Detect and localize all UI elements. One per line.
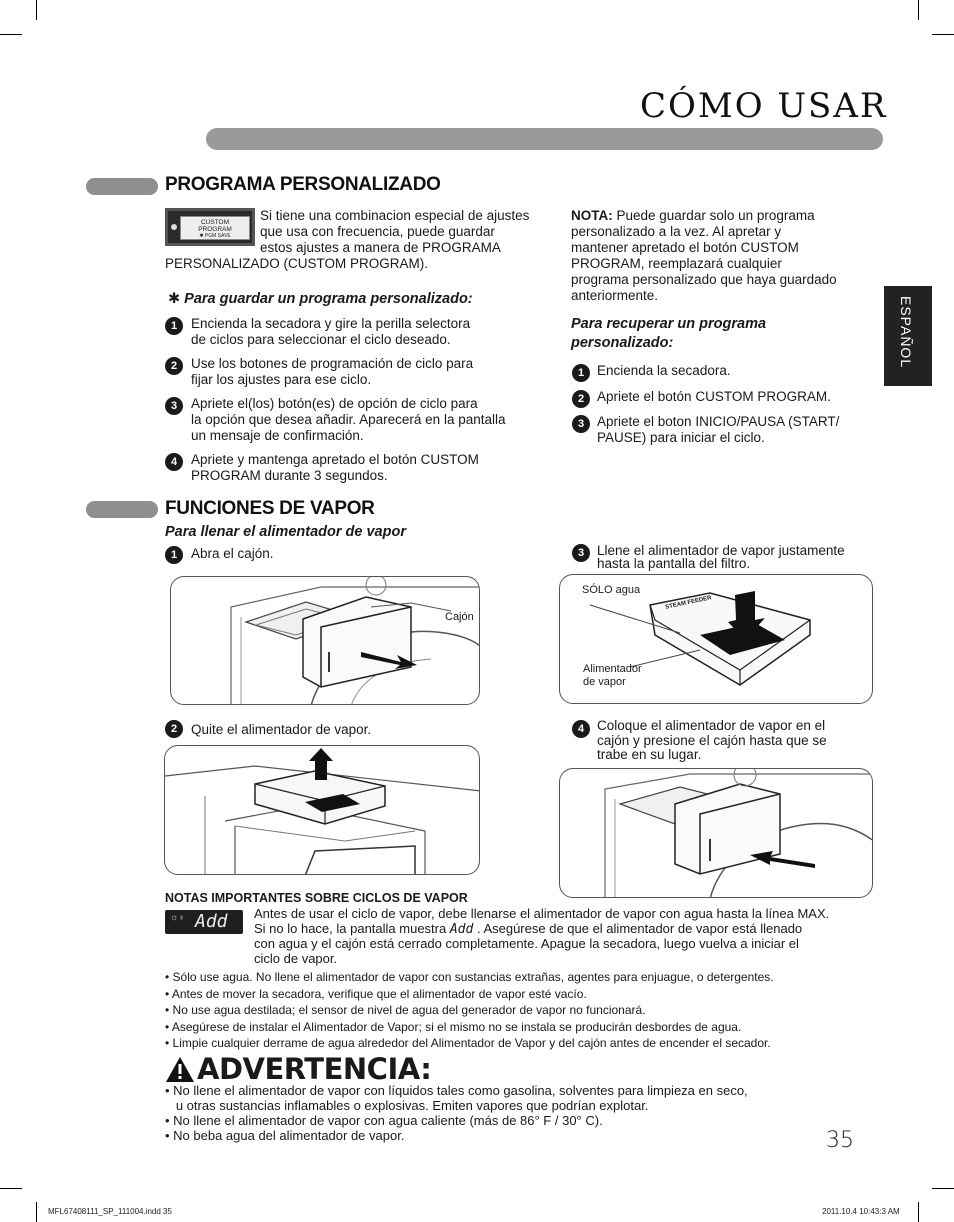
crop-mark	[932, 1188, 954, 1189]
steam-step-text: Abra el cajón.	[191, 546, 274, 561]
drawer-label: Cajón	[445, 611, 474, 623]
warning-title: ADVERTENCIA:	[197, 1052, 432, 1086]
crop-mark	[0, 1188, 22, 1189]
step-number: 1	[572, 364, 590, 382]
warning-bullet: • No beba agua del alimentador de vapor.	[165, 1128, 405, 1143]
page-number: 35	[826, 1128, 854, 1153]
save-step-text	[191, 356, 473, 388]
intro-text	[260, 208, 529, 256]
step-line: Use los botones de programación de ciclo para	[191, 356, 474, 371]
notes-paragraph	[254, 907, 829, 966]
step-number: 2	[165, 720, 183, 738]
step-number: 1	[165, 317, 183, 335]
notes-line: con agua y el cajón está cerrado completamente. Apague la secadora, luego vuelva a iniciar el	[254, 936, 799, 951]
feeder-brand-text: STEAM FEEDER	[664, 595, 713, 611]
steam-step-text: Quite el alimentador de vapor.	[191, 722, 372, 737]
section-heading-custom-program: PROGRAMA PERSONALIZADO	[165, 174, 441, 195]
save-step-text	[191, 316, 470, 348]
open-drawer-illustration	[170, 576, 480, 705]
steam-step-text	[597, 544, 845, 570]
step-number: 3	[165, 397, 183, 415]
note-line: personalizado a la vez. Al apretar y	[571, 224, 782, 239]
step-number: 3	[572, 415, 590, 433]
step-line: PAUSE) para iniciar el ciclo.	[597, 430, 765, 445]
step-line: hasta la pantalla del filtro.	[597, 556, 751, 571]
notes-line: Si no lo hace, la pantalla muestra	[254, 920, 450, 936]
notes-title: NOTAS IMPORTANTES SOBRE CICLOS DE VAPOR	[165, 891, 468, 905]
crop-mark	[36, 0, 37, 20]
notes-line: ciclo de vapor.	[254, 950, 338, 966]
feeder-label-line: de vapor	[583, 676, 626, 688]
panel-line: CUSTOM	[200, 219, 230, 226]
crop-mark	[918, 0, 919, 20]
note-label: NOTA:	[571, 208, 613, 223]
warning-bullet: • No llene el alimentador de vapor con agua caliente (más de 86° F / 30° C).	[165, 1113, 603, 1128]
footer-file-name: MFL67408111_SP_111004.indd 35	[48, 1207, 172, 1216]
note-line: PROGRAM, reemplazará cualquier	[571, 256, 782, 271]
notes-bullet: • Limpie cualquier derrame de agua alrededor del Alimentador de Vapor y del cajón antes de encender el secador.	[165, 1036, 771, 1050]
note-line: programa personalizado que haya guardado	[571, 272, 837, 287]
notes-bullet: • Asegúrese de instalar el Alimentador de Vapor; si el mismo no se instala se producirán desbordes de agua.	[165, 1019, 742, 1034]
save-step-text	[191, 396, 506, 444]
notes-line: . Asegúrese de que el alimentador de vapor está llenado	[473, 920, 803, 936]
steam-subheading: Para llenar el alimentador de vapor	[165, 524, 406, 540]
indicator-dot-icon	[171, 224, 177, 230]
step-line: Apriete el(los) botón(es) de opción de ciclo para	[191, 396, 478, 411]
note-line: mantener apretado el botón CUSTOM	[571, 240, 799, 255]
recall-step-text	[597, 414, 839, 446]
water-only-label: SÓLO agua	[582, 584, 641, 596]
step-line: Llene el alimentador de vapor justamente	[597, 543, 845, 558]
step-number: 1	[165, 546, 183, 564]
panel-label	[180, 216, 250, 240]
language-tab-label: ESPAÑOL	[898, 296, 914, 369]
language-tab	[884, 286, 932, 386]
recall-title-line: personalizado:	[571, 335, 674, 351]
crop-mark	[932, 34, 954, 35]
notes-line: Antes de usar el ciclo de vapor, debe llenarse el alimentador de vapor con agua hasta la línea MAX.	[254, 906, 830, 921]
recall-step-text: Encienda la secadora.	[597, 363, 731, 378]
feeder-removal-drawing	[165, 746, 480, 875]
step-line: la opción que desea añadir. Aparecerá en la pantalla	[191, 412, 506, 427]
warning-bullet: u otras sustancias inflamables o explosivas. Emiten vapores que podrían explotar.	[165, 1098, 649, 1113]
steam-step-text	[597, 719, 827, 763]
notes-bullet: • Antes de mover la secadora, verifique que el alimentador de vapor esté vacío.	[165, 986, 587, 1001]
insert-feeder-illustration	[559, 768, 873, 898]
save-title: ✱ Para guardar un programa personalizado:	[168, 291, 473, 307]
step-line: Apriete el boton INICIO/PAUSA (START/	[597, 414, 840, 429]
step-line: de ciclos para seleccionar el ciclo deseado.	[191, 332, 451, 347]
intro-line: estos ajustes a manera de PROGRAMA	[260, 240, 501, 255]
recall-step-text: Apriete el botón CUSTOM PROGRAM.	[597, 389, 831, 404]
panel-line: PROGRAM	[198, 226, 232, 233]
intro-line: que usa con frecuencia, puede guardar	[260, 224, 495, 239]
note-line: Puede guardar solo un programa	[612, 208, 815, 223]
step-number: 4	[165, 453, 183, 471]
feeder-label	[583, 663, 642, 689]
page-title: CÓMO USAR	[640, 86, 888, 126]
crop-mark	[36, 1202, 37, 1222]
panel-line: ✱ PGM SAVE	[199, 233, 231, 239]
note-text	[571, 208, 837, 304]
step-line: Apriete y mantenga apretado el botón CUSTOM	[191, 452, 479, 467]
step-line: cajón y presione el cajón hasta que se	[597, 732, 827, 748]
section-heading-steam: FUNCIONES DE VAPOR	[165, 498, 375, 519]
inline-display-code: Add	[449, 921, 474, 937]
display-add-illustration	[165, 910, 243, 934]
step-line: trabe en su lugar.	[597, 747, 702, 762]
header-bar	[206, 128, 883, 150]
note-line: anteriormente.	[571, 288, 659, 303]
crop-mark	[918, 1202, 919, 1222]
warning-bullets	[165, 1083, 748, 1143]
notes-bullets	[165, 969, 774, 1052]
footer-timestamp: 2011.10.4 10:43:3 AM	[822, 1207, 900, 1216]
warning-bullet: • No llene el alimentador de vapor con líquidos tales como gasolina, solventes para limpieza en seco,	[165, 1083, 748, 1098]
crop-mark	[0, 34, 22, 35]
display-status-icon: ☼♁	[170, 912, 185, 922]
feeder-insert-drawing	[560, 769, 873, 898]
recall-title-line: Para recuperar un programa	[571, 316, 767, 332]
step-line: un mensaje de confirmación.	[191, 428, 364, 443]
step-line: fijar los ajustes para ese ciclo.	[191, 372, 372, 387]
step-number: 3	[572, 544, 590, 562]
custom-program-panel-illustration	[165, 208, 255, 246]
section-pill	[86, 501, 158, 518]
notes-bullet: • Sólo use agua. No llene el alimentador de vapor con sustancias extrañas, agentes para enjuague, o detergentes.	[165, 970, 774, 984]
step-line: Encienda la secadora y gire la perilla selectora	[191, 316, 471, 331]
display-code: Add	[195, 911, 228, 932]
step-number: 2	[165, 357, 183, 375]
intro-line: Si tiene una combinacion especial de ajustes	[260, 208, 530, 223]
section-pill	[86, 178, 158, 195]
step-number: 4	[572, 720, 590, 738]
step-line: PROGRAM durante 3 segundos.	[191, 468, 388, 483]
save-step-text	[191, 452, 479, 484]
notes-bullet: • No use agua destilada; el sensor de nivel de agua del generador de vapor no funcionará.	[165, 1003, 646, 1017]
step-line: Coloque el alimentador de vapor en el	[597, 718, 826, 733]
feeder-label-line: Alimentador	[583, 663, 642, 675]
dryer-drawer-drawing	[171, 577, 480, 705]
recall-title	[571, 315, 766, 353]
remove-feeder-illustration	[164, 745, 480, 875]
intro-line: PERSONALIZADO (CUSTOM PROGRAM).	[165, 256, 429, 271]
step-number: 2	[572, 390, 590, 408]
